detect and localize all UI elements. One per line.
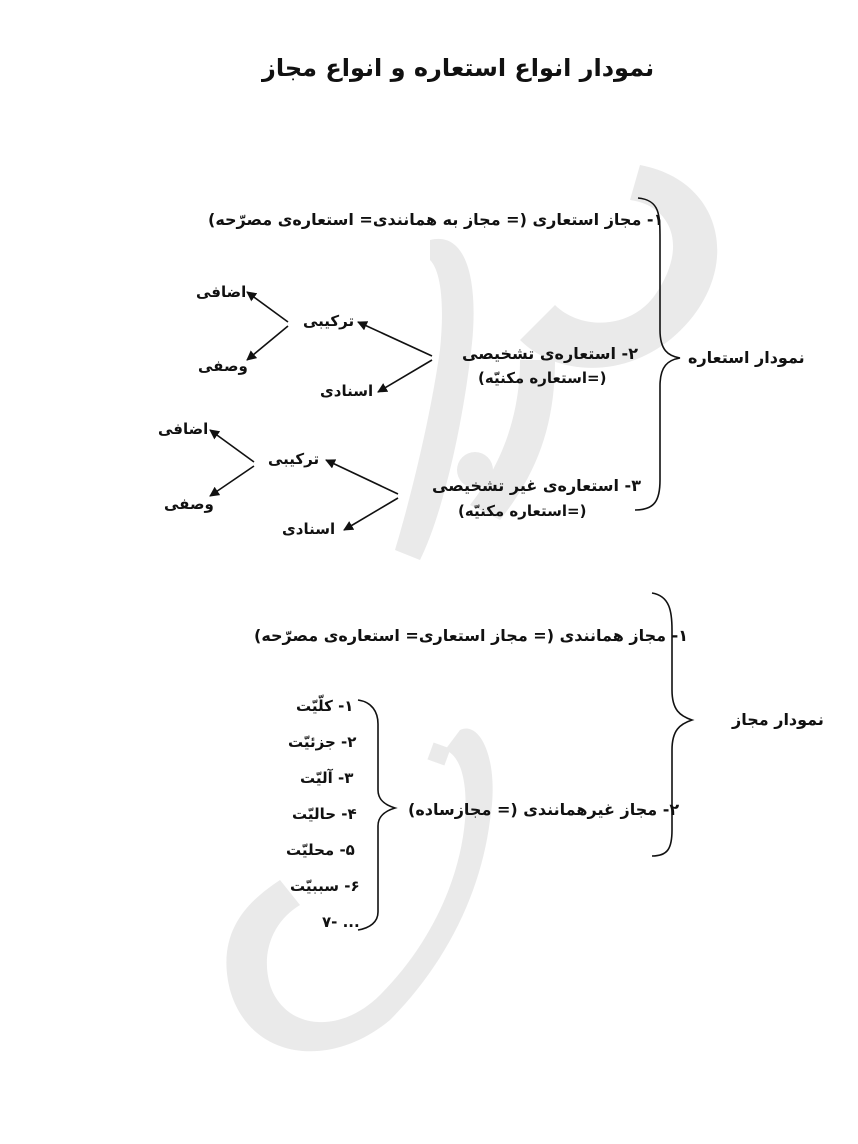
arrow-item3-vasfi <box>210 466 254 496</box>
isteare-item2-ezafi: اضافی <box>196 283 247 301</box>
majaz-relation: ۵- محلیّت <box>286 841 355 859</box>
isteare-item3-tarkibi: ترکیبی <box>268 450 320 468</box>
isteare-item3-line1: ۳- استعاره‌ی غیر تشخیصی <box>432 476 641 495</box>
arrow-item2-ezafi <box>247 292 288 322</box>
majaz-relation: ۶- سببیّت <box>290 877 360 895</box>
majaz-relation: ۱- کلّیّت <box>296 697 354 715</box>
majaz-relation: ۲- جزئیّت <box>288 733 357 751</box>
isteare-item3-ezafi: اضافی <box>158 420 209 438</box>
isteare-brace <box>635 198 680 510</box>
majaz-item2: ۲- مجاز غیرهمانندی (= مجازساده) <box>408 800 680 819</box>
isteare-item1: ۱- مجاز استعاری (= مجاز به همانندی= استعاره‌ی مصرّحه) <box>208 210 664 229</box>
arrow-item3-tarkibi <box>326 460 398 494</box>
page-title: نمودار انواع استعاره و انواع مجاز <box>262 54 655 82</box>
isteare-item3-vasfi: وصفی <box>164 495 214 513</box>
arrow-item3-ezafi <box>210 430 254 462</box>
majaz-root: نمودار مجاز <box>732 710 824 729</box>
arrow-item2-vasfi <box>247 326 288 360</box>
arrow-item2-tarkibi <box>358 322 432 356</box>
isteare-item2-line2: (=استعاره مکنیّه) <box>478 369 607 387</box>
isteare-item2-vasfi: وصفی <box>198 357 248 375</box>
isteare-item3-line2: (=استعاره مکنیّه) <box>458 502 587 520</box>
isteare-root: نمودار استعاره <box>688 348 805 367</box>
majaz-relation: ۳- آلیّت <box>300 769 354 787</box>
isteare-item3-esnadi: اسنادی <box>282 520 336 538</box>
isteare-item2-line1: ۲- استعاره‌ی تشخیصی <box>462 344 638 363</box>
arrow-item3-esnadi <box>344 498 398 530</box>
majaz-relation: ۷- ... <box>322 913 360 931</box>
majaz-relation: ۴- حالیّت <box>292 805 357 823</box>
isteare-item2-esnadi: اسنادی <box>320 382 374 400</box>
isteare-item2-tarkibi: ترکیبی <box>303 312 355 330</box>
majaz-item1: ۱- مجاز همانندی (= مجاز استعاری= استعاره‌ی مصرّحه) <box>254 626 689 645</box>
arrow-item2-esnadi <box>378 360 432 392</box>
relations-brace <box>358 700 395 930</box>
